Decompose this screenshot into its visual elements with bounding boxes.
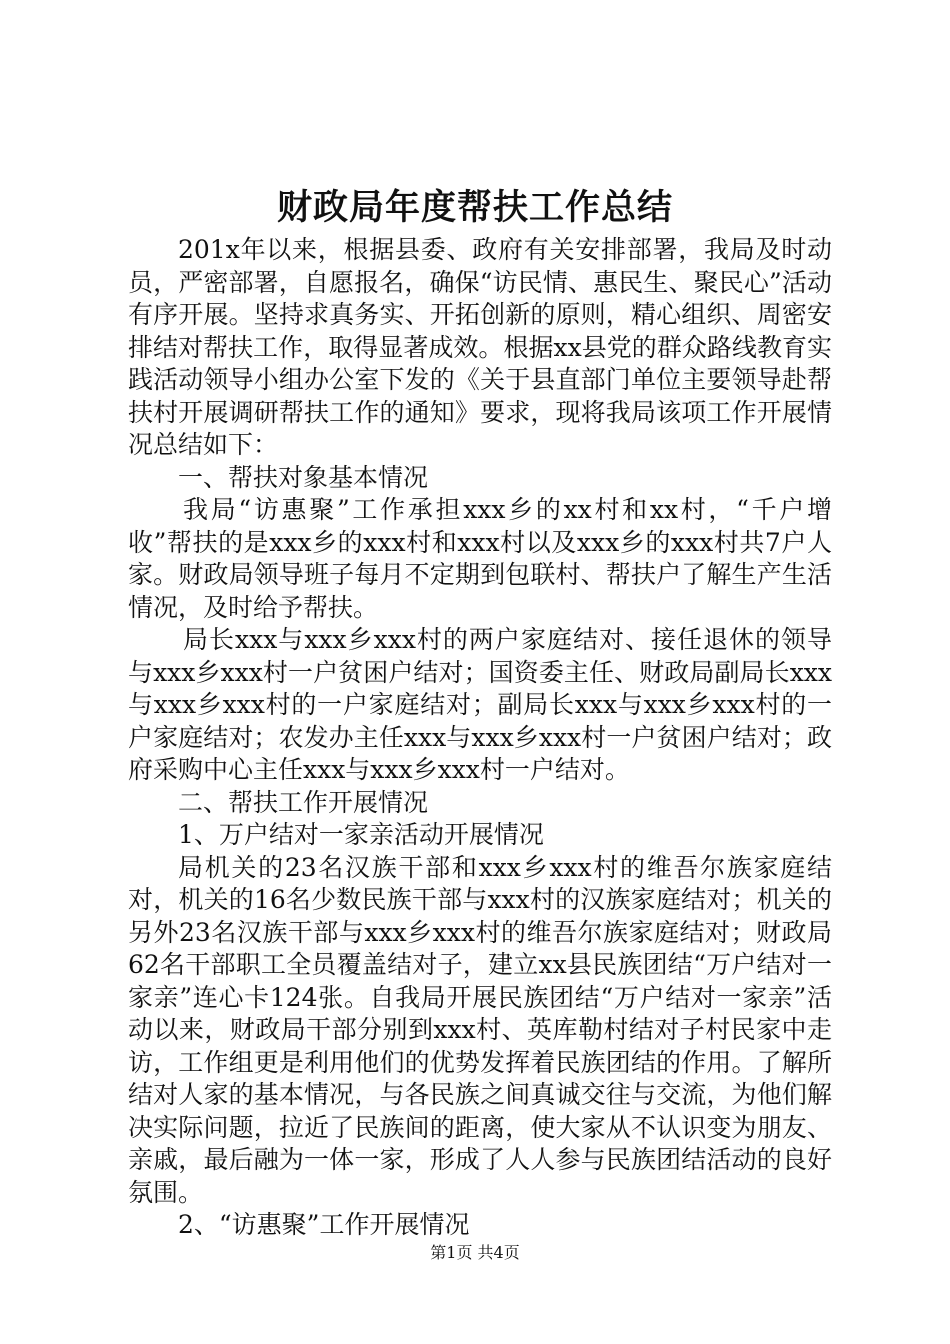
document-body: [128, 234, 832, 1242]
paragraph-unity-activity: 局机关的23名汉族干部和xxx乡xxx村的维吾尔族家庭结对，机关的16名少数民族干部与xxx村的汉族家庭结对；机关的另外23名汉族干部与xxx乡xxx村的维吾尔族家庭结对；财政局62名干部职工全员覆盖结对子，建立xx县民族团结“万户结对一家亲”连心卡124张。自我局开展民族团结“万户结对一家亲”活动以来，财政局干部分别到xxx村、英库勒村结对子村民家中走访，工作组更是利用他们的优势发挥着民族团结的作用。了解所结对人家的基本情况，与各民族之间真诚交往与交流，为他们解决实际问题，拉近了民族间的距离，使大家从不认识变为朋友、亲戚，最后融为一体一家，形成了人人参与民族团结活动的良好氛围。: [128, 852, 832, 1207]
subsection-heading-2: 2、“访惠聚”工作开展情况: [178, 1210, 470, 1239]
subsection-heading-1: 1、万户结对一家亲活动开展情况: [178, 820, 544, 849]
paragraph-intro: 201x年以来，根据县委、政府有关安排部署，我局及时动员，严密部署，自愿报名，确保“访民情、惠民生、聚民心”活动有序开展。坚持求真务实、开拓创新的原则，精心组织、周密安排结对帮扶工作，取得显著成效。根据xx县党的群众路线教育实践活动领导小组办公室下发的《关于县直部门单位主要领导赴帮扶村开展调研帮扶工作的通知》要求，现将我局该项工作开展情况总结如下：: [128, 235, 832, 459]
section-heading-2: 二、帮扶工作开展情况: [178, 787, 429, 817]
paragraph-pairings: 局长xxx与xxx乡xxx村的两户家庭结对、接任退休的领导与xxx乡xxx村一户贫困户结对；国资委主任、财政局副局长xxx与xxx乡xxx村的一户家庭结对；副局长xxx与xxx乡xxx村的一户家庭结对；农发办主任xxx与xxx乡xxx村一户贫困户结对；政府采购中心主任xxx与xxx乡xxx村一户结对。: [128, 625, 832, 784]
page-footer: 第1页 共4页: [430, 1243, 520, 1262]
paragraph-targets: 我局“访惠聚”工作承担xxx乡的xx村和xx村，“千户增收”帮扶的是xxx乡的xxx村和xxx村以及xxx乡的xxx村共7户人家。财政局领导班子每月不定期到包联村、帮扶户了解生产生活情况，及时给予帮扶。: [128, 495, 832, 622]
section-heading-1: 一、帮扶对象基本情况: [178, 462, 429, 492]
document-title: 财政局年度帮扶工作总结: [276, 187, 673, 228]
